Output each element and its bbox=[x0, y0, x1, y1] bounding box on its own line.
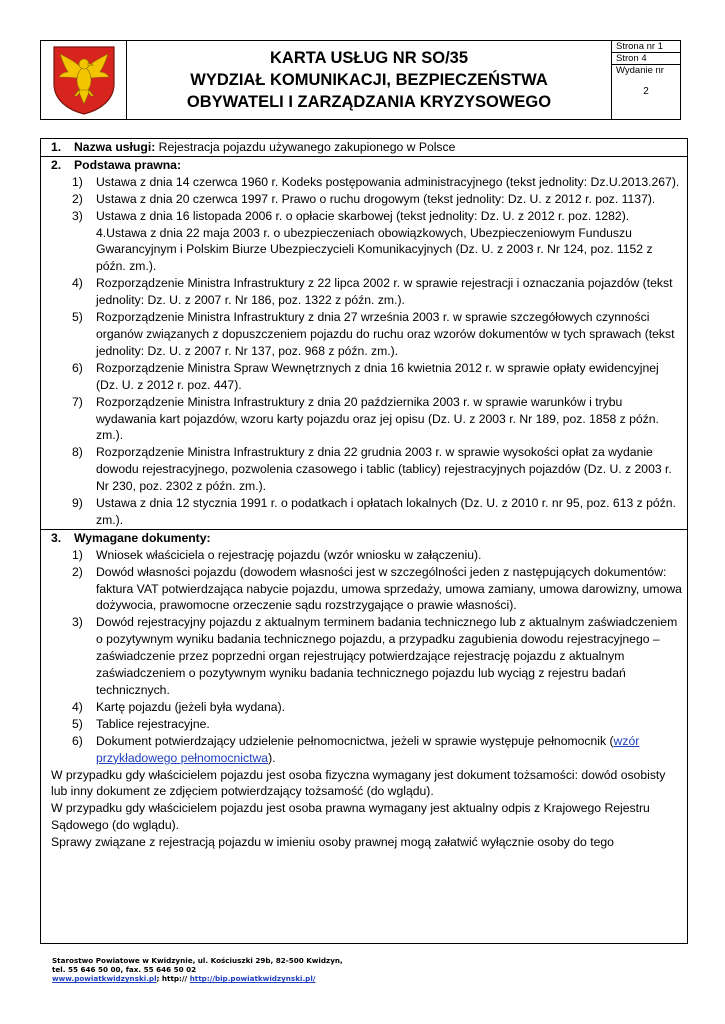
legal-basis-list bbox=[41, 174, 687, 529]
list-item bbox=[41, 208, 687, 276]
item-number: 2) bbox=[72, 564, 83, 579]
list-item bbox=[41, 275, 687, 309]
item-text: Rozporządzenie Ministra Infrastruktury z dnia 20 października 2003 r. w sprawie warunków i trybu wydawania kart pojazdów, wzoru karty pojazdu oraz jej opisu (Dz. U. z 2003 r. Nr 189, poz. 1858 z późn. zm.). bbox=[96, 394, 659, 443]
list-item bbox=[41, 191, 687, 208]
item-text: Ustawa z dnia 16 listopada 2006 r. o opłacie skarbowej (tekst jednolity: Dz. U. z 2012 r. poz. 1282). 4.Ustawa z dnia 22 maja 2003 r. o ubezpieczeniach obowiązkowych, Ubezpieczeniowym Funduszu Gwarancyjnym i Polskim Biurze Ubezpieczycieli Komunikacyjnych (Dz. U. z 2003 r. Nr 124, poz. 1152 z późn. zm.). bbox=[96, 208, 653, 274]
item-number: 9) bbox=[72, 496, 83, 511]
service-name: Rejestracja pojazdu używanego zakupionego w Polsce bbox=[158, 140, 456, 154]
paragraph-natural-person: W przypadku gdy właścicielem pojazdu jest osoba fizyczna wymagany jest dokument tożsamości: dowód osobisty lub inny dokument ze zdjęciem potwierdzający tożsamość (do wglądu). bbox=[51, 767, 666, 799]
eagle-shield-icon bbox=[50, 44, 118, 116]
item-number: 4) bbox=[72, 276, 83, 291]
website-link[interactable]: www.powiatkwidzynski.pl bbox=[52, 974, 157, 984]
item-text: Ustawa z dnia 14 czerwca 1960 r. Kodeks postępowania administracyjnego (tekst jednolity: Dz.U.2013.267). bbox=[96, 174, 680, 189]
item-text: Ustawa z dnia 12 stycznia 1991 r. o podatkach i opłatach lokalnych (Dz. U. z 2010 r. nr 95, poz. 613 z późn. zm.). bbox=[96, 496, 676, 527]
department-title-2: OBYWATELI I ZARZĄDZANIA KRYZYSOWEGO bbox=[186, 93, 552, 111]
list-item bbox=[41, 444, 687, 495]
list-item: 6) Dokument potwierdzający udzielenie pełnomocnictwa, jeżeli w sprawie występuje pełnomocnik (wzór przykładowego pełnomocnictwa). bbox=[72, 733, 640, 765]
section-number: 3. bbox=[51, 530, 62, 545]
paragraph-authorized-persons: Sprawy związane z rejestracją pojazdu w imieniu osoby prawnej mogą załatwić wyłącznie osoby do tego bbox=[51, 835, 614, 850]
item-text: Rozporządzenie Ministra Spraw Wewnętrznych z dnia 16 kwietnia 2012 r. w sprawie opłaty ewidencyjnej (Dz. U. z 2012 r. poz. 447). bbox=[96, 360, 659, 392]
item-text: Dowód rejestracyjny pojazdu z aktualnym terminem badania technicznego lub z aktualnym zaświadczeniem o pozytywnym wyniku badania technicznego pojazdu, a przypadku zagubienia dowodu rejestracyjnego – zaświadczenie przez poprzedni organ rejestrujący potwierdzające rejestrację pojazdu z aktualnym zaświadczeniem o pozytywnym wyniku badania technicznego pojazdu lub wyciąg z rejestru badań technicznych. bbox=[96, 615, 678, 697]
item-text: Rozporządzenie Ministra Infrastruktury z 22 lipca 2002 r. w sprawie rejestracji i oznaczania pojazdów (tekst jednolity: Dz. U. z 2007 r. Nr 186, poz. 1322 z późn. zm.). bbox=[96, 276, 673, 308]
list-item bbox=[41, 716, 687, 733]
section-service-name bbox=[41, 139, 687, 157]
list-item bbox=[41, 495, 687, 529]
item-number: 4) bbox=[72, 699, 83, 714]
list-item bbox=[41, 547, 687, 564]
document-meta bbox=[612, 41, 680, 119]
item-text: Tablice rejestracyjne. bbox=[96, 716, 210, 731]
list-item bbox=[41, 309, 687, 360]
list-item bbox=[41, 394, 687, 445]
item-number: 1) bbox=[72, 174, 83, 189]
edition-label: Wydanie nr bbox=[616, 65, 664, 76]
item-text: Kartę pojazdu (jeżeli była wydana). bbox=[96, 699, 286, 714]
item-number: 3) bbox=[72, 615, 83, 630]
list-item bbox=[41, 564, 687, 615]
page-footer: Starostwo Powiatowe w Kwidzynie, ul. Kościuszki 29b, 82-500 Kwidzyn, tel. 55 646 50 00, fax. 55 646 50 02 www.powiatkwidzynski.pl; http:// http://bip.powiatkwidzynski.pl/ bbox=[52, 956, 343, 984]
section-required-documents bbox=[41, 530, 687, 851]
list-item bbox=[41, 699, 687, 716]
service-card-table bbox=[40, 138, 688, 944]
section-label: Nazwa usługi: bbox=[74, 140, 156, 154]
item-text: Rozporządzenie Ministra Infrastruktury z dnia 27 września 2003 r. w sprawie szczegółowych czynności organów związanych z dopuszczeniem pojazdu do ruchu oraz wzorów dokumentów w tych sprawach (tekst jednolity: Dz. U. z 2007 r. Nr 137, poz. 968 z późn. zm.). bbox=[96, 310, 675, 358]
item-number: 5) bbox=[72, 716, 83, 731]
item-text: Rozporządzenie Ministra Infrastruktury z dnia 22 grudnia 2003 r. w sprawie wysokości opłat za wydanie dowodu rejestracyjnego, pozwolenia czasowego i tablic (tablicy) rejestracyjnych pojazdów (Dz. U. z 2003 r. Nr 230, poz. 2302 z późn. zm.). bbox=[96, 445, 672, 494]
department-title-1: WYDZIAŁ KOMUNIKACJI, BEZPIECZEŃSTWA bbox=[190, 71, 548, 89]
office-phone-fax: tel. 55 646 50 00, fax. 55 646 50 02 bbox=[52, 965, 197, 975]
section-number: 2. bbox=[51, 157, 62, 172]
item-number: 8) bbox=[72, 445, 83, 460]
page-count: Stron 4 bbox=[612, 53, 680, 65]
title-block bbox=[127, 41, 612, 119]
item-number: 3) bbox=[72, 208, 83, 223]
item-number: 7) bbox=[72, 394, 83, 409]
item-number: 6) bbox=[72, 360, 83, 375]
item-number: 5) bbox=[72, 310, 83, 325]
section-legal-basis bbox=[41, 157, 687, 530]
power-of-attorney-template-link[interactable]: wzór przykładowego pełnomocnictwa bbox=[96, 733, 640, 765]
item-number: 1) bbox=[72, 547, 83, 562]
edition-number: 2 bbox=[643, 86, 649, 97]
bip-link[interactable]: http://bip.powiatkwidzynski.pl/ bbox=[189, 974, 316, 984]
paragraph-legal-person: W przypadku gdy właścicielem pojazdu jest osoba prawna wymagany jest aktualny odpis z Krajowego Rejestru Sądowego (do wglądu). bbox=[51, 801, 650, 833]
item-number: 2) bbox=[72, 191, 83, 206]
page-number: Strona nr 1 bbox=[612, 41, 680, 53]
office-address: Starostwo Powiatowe w Kwidzynie, ul. Kościuszki 29b, 82-500 Kwidzyn, bbox=[52, 956, 343, 965]
document-header bbox=[40, 40, 681, 120]
required-documents-list bbox=[41, 547, 687, 733]
list-item bbox=[41, 174, 687, 191]
section-label: Wymagane dokumenty: bbox=[74, 530, 211, 545]
section-label: Podstawa prawna: bbox=[74, 157, 182, 172]
section-number: 1. bbox=[51, 140, 62, 154]
item-text: Wniosek właściciela o rejestrację pojazdu (wzór wniosku w załączeniu). bbox=[96, 547, 482, 562]
card-title: KARTA USŁUG NR SO/35 bbox=[269, 49, 469, 67]
item-text: Ustawa z dnia 20 czerwca 1997 r. Prawo o ruchu drogowym (tekst jednolity: Dz. U. z 2012 r. poz. 1137). bbox=[96, 191, 656, 206]
coat-of-arms bbox=[41, 41, 127, 119]
list-item bbox=[41, 614, 687, 699]
item-text: Dowód własności pojazdu (dowodem własności jest w szczególności jeden z następujących dokumentów: faktura VAT potwierdzająca nabycie pojazdu, umowa sprzedaży, umowa zamiany, umowa darowizny, umowa dożywocia, prawomocne orzeczenie sądu rozstrzygające o prawie własności). bbox=[96, 564, 682, 613]
list-item bbox=[41, 360, 687, 394]
